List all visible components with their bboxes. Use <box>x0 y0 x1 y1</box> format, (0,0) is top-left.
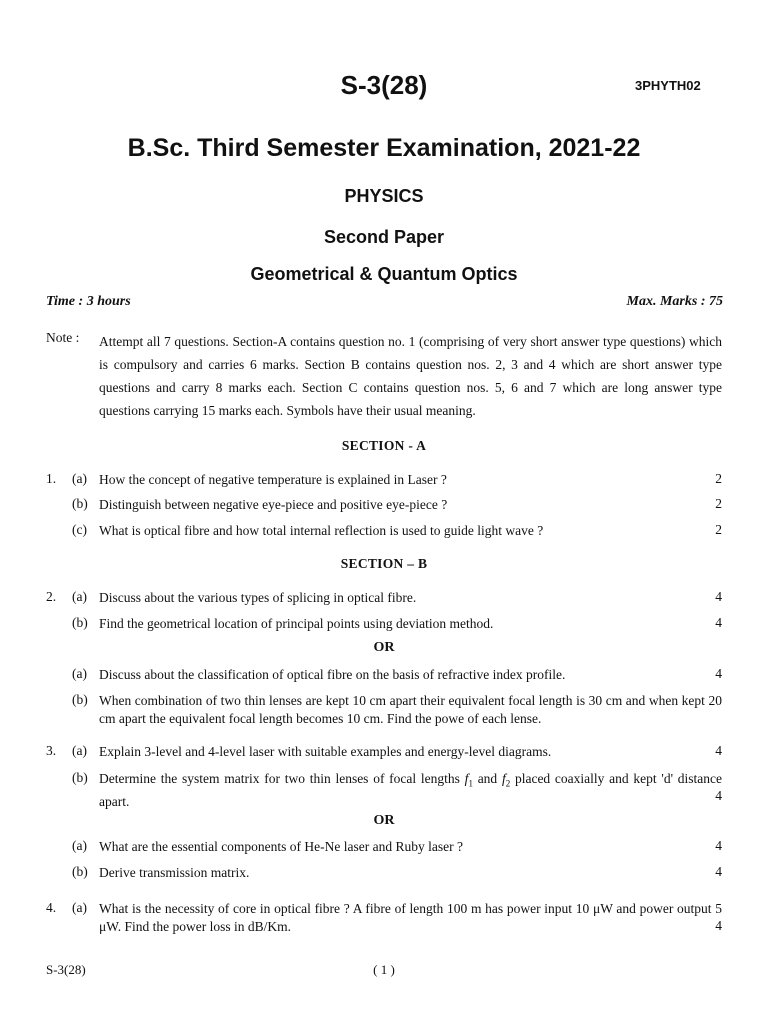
or-divider: OR <box>373 640 395 655</box>
paper-code: S-3(28) <box>340 70 428 100</box>
subject-title: PHYSICS <box>344 186 424 206</box>
question-text: What is the necessity of core in optical fibre ? A fibre of length 100 m has power input 10 μW and power output 5 μW. Find the power loss in dB/Km. <box>99 901 722 934</box>
question-marks: 2 <box>715 522 722 537</box>
question-text: Discuss about the classification of optical fibre on the basis of refractive index profile. <box>99 667 566 682</box>
part-label: (a) <box>72 838 87 853</box>
question-marks: 4 <box>715 864 722 879</box>
max-marks: Max. Marks : 75 <box>626 294 723 309</box>
question-number: 1. <box>46 471 57 486</box>
part-label: (b) <box>72 496 88 511</box>
question-marks: 4 <box>715 918 722 933</box>
question-text: Explain 3-level and 4-level laser with suitable examples and energy-level diagrams. <box>99 744 552 759</box>
part-label: (b) <box>72 864 88 879</box>
part-label: (a) <box>72 743 87 758</box>
footer-code: S-3(28) <box>46 962 86 977</box>
question-text: Find the geometrical location of principal points using deviation method. <box>99 616 494 631</box>
question-number: 2. <box>46 589 57 604</box>
question-marks: 4 <box>715 589 722 604</box>
question-text: Determine the system matrix for two thin lenses of focal lengths $f_1$ and $f_2$ placed coaxially and kept 'd' distance apart. <box>99 771 722 809</box>
question-text: How the concept of negative temperature is explained in Laser ? <box>99 472 447 487</box>
question-text: What is optical fibre and how total internal reflection is used to guide light wave ? <box>99 523 544 538</box>
question-marks: 4 <box>715 743 722 758</box>
paper-title: Geometrical & Quantum Optics <box>250 264 518 284</box>
time-allowed: Time : 3 hours <box>46 294 131 309</box>
question-text: Derive transmission matrix. <box>99 865 250 880</box>
or-divider: OR <box>373 813 395 828</box>
note-label: Note : <box>46 330 80 345</box>
question-marks: 4 <box>715 615 722 630</box>
question-text: When combination of two thin lenses are kept 10 cm apart their equivalent focal length is 30 cm and when kept 20 cm apart the equivalent focal length becomes 10 cm. Find the powe of each lense. <box>99 693 722 726</box>
paper-number: Second Paper <box>323 227 445 247</box>
part-label: (b) <box>72 770 88 785</box>
question-text: Distinguish between negative eye-piece and positive eye-piece ? <box>99 497 448 512</box>
note-text: Attempt all 7 questions. Section-A contains question no. 1 (comprising of very short answer type questions) which is compulsory and carries 6 marks. Section B contains question nos. 2, 3 and 4 which are short answer type questions and carry 8 marks each. Section C contains question nos. 5, 6 and 7 which are long answer type questions carrying 15 marks each. Symbols have their usual meaning. <box>99 334 722 418</box>
question-marks: 2 <box>715 496 722 511</box>
part-label: (a) <box>72 589 87 604</box>
section-a-heading: SECTION - A <box>341 438 427 453</box>
section-b-heading: SECTION – B <box>340 556 428 571</box>
part-label: (a) <box>72 900 87 915</box>
part-label: (b) <box>72 692 88 707</box>
part-label: (a) <box>72 471 87 486</box>
course-code: 3PHYTH02 <box>635 78 701 93</box>
question-marks: 4 <box>715 788 722 803</box>
part-label: (b) <box>72 615 88 630</box>
question-marks: 4 <box>715 666 722 681</box>
part-label: (a) <box>72 666 87 681</box>
page-number: ( 1 ) <box>373 962 395 977</box>
question-marks: 4 <box>715 838 722 853</box>
question-number: 4. <box>46 900 57 915</box>
question-text: What are the essential components of He-Ne laser and Ruby laser ? <box>99 839 463 854</box>
exam-title: B.Sc. Third Semester Examination, 2021-22 <box>127 134 641 162</box>
question-text: Discuss about the various types of splicing in optical fibre. <box>99 590 417 605</box>
question-marks: 2 <box>715 471 722 486</box>
part-label: (c) <box>72 522 87 537</box>
question-number: 3. <box>46 743 57 758</box>
